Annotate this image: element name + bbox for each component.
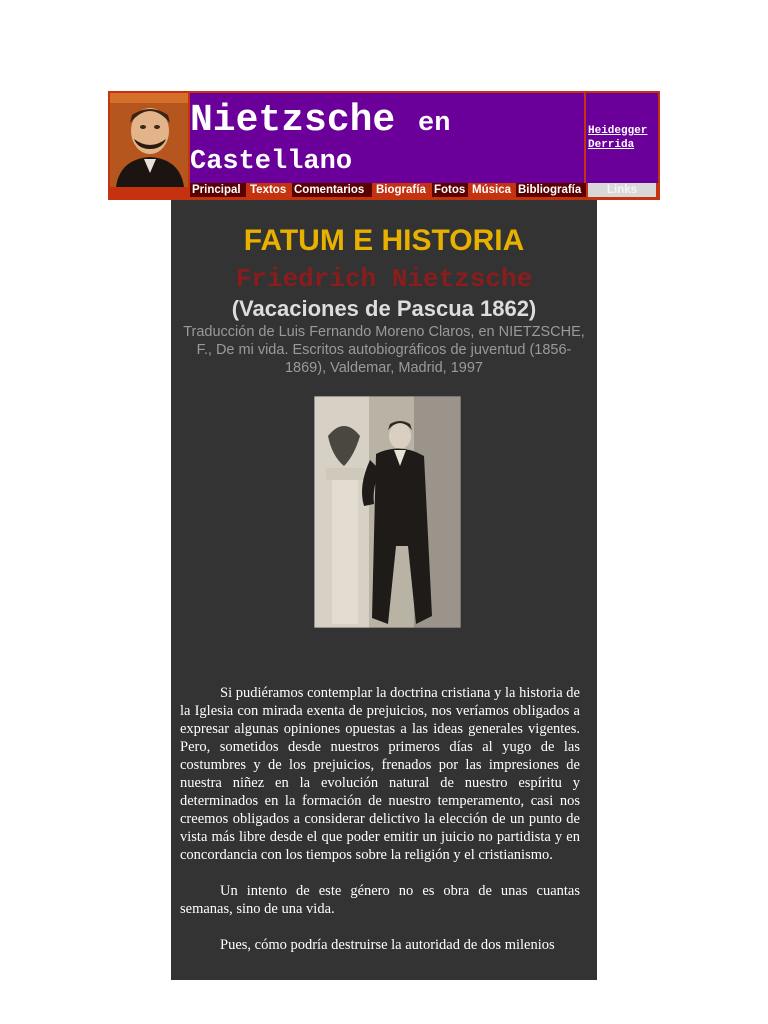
nav-links[interactable]: Links (588, 183, 656, 197)
side-links (586, 93, 658, 183)
paragraph: Un intento de este género no es obra de unas cuantas semanas, sino de una vida. (180, 883, 580, 917)
paragraph: Si pudiéramos contemplar la doctrina cristiana y la historia de la Iglesia con mirada exenta de prejuicios, nos veríamos obligados a expresar algunas opiniones opuestas a las ideas generales vigentes. Pero, sometidos desde nuestros primeros días al yugo de las costumbres y de los prejuicios, frenados por las impresiones de nuestra niñez en la evolución natural de nuestro espíritu y determinados en la formación de nuestro temperamento, casi nos creemos obligados a considerar delictivo la elección de un punto de vista más libre desde el que poder emitir un juicio no partidista y en concordancia con los tiempos sobre la religión y el cristianismo. (180, 685, 580, 863)
article-subtitle: (Vacaciones de Pascua 1862) (231, 296, 537, 321)
article-title: FATUM E HISTORIA (243, 224, 525, 257)
title-block (190, 93, 584, 183)
link-heidegger[interactable]: Heidegger (588, 125, 648, 137)
nietzsche-portrait (110, 93, 188, 187)
young-nietzsche-photo (314, 396, 461, 628)
translation-note: Traducción de Luis Fernando Moreno Claros, en NIETZSCHE, F., De mi vida. Escritos autobiográficos de juventud (1856-1869), Valdemar, Madrid, 1997 (183, 324, 585, 376)
site-subtitle: Castellano (190, 147, 353, 177)
article-author: Friedrich Nietzsche (235, 264, 533, 294)
link-derrida[interactable]: Derrida (588, 139, 635, 151)
site-title (190, 99, 450, 142)
nav-comentarios[interactable]: Comentarios (292, 183, 372, 197)
nav-bibliografia[interactable]: Bibliografía (516, 183, 586, 197)
header-banner (108, 91, 660, 200)
site-title-en: en (418, 109, 451, 139)
nav-fotos[interactable]: Fotos (432, 183, 468, 197)
article-body (180, 684, 580, 972)
article-panel (171, 200, 597, 980)
nav-biografia[interactable]: Biografía (374, 183, 430, 197)
nav-bar (190, 183, 658, 197)
paragraph: Pues, cómo podría destruirse la autoridad de dos milenios (220, 937, 555, 953)
nav-musica[interactable]: Música (470, 183, 514, 197)
nav-principal[interactable]: Principal (190, 183, 246, 197)
site-title-main: Nietzsche (190, 99, 396, 142)
nav-textos[interactable]: Textos (248, 183, 290, 197)
